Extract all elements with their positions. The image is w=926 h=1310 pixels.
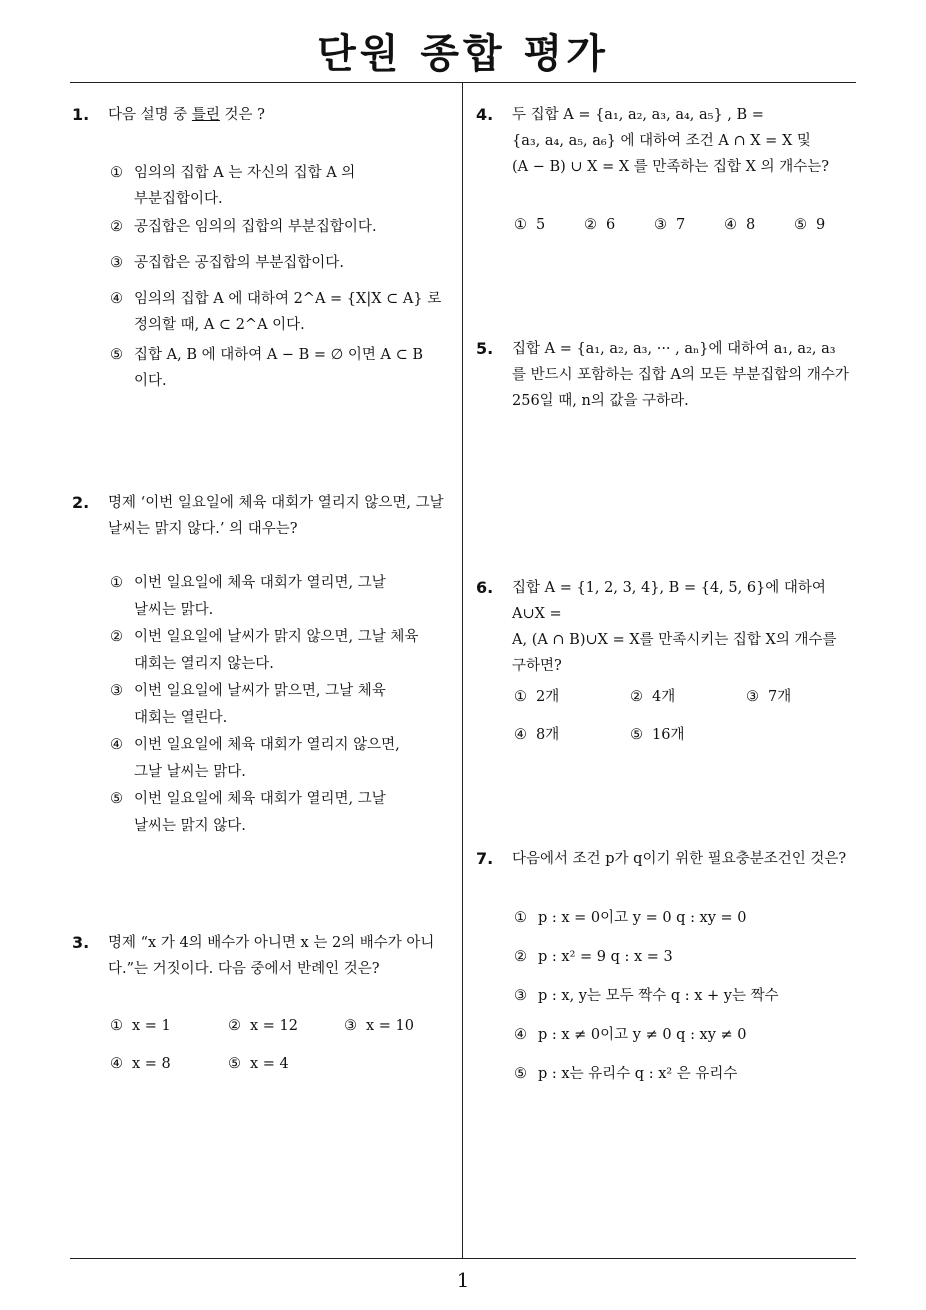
question-7	[476, 846, 860, 872]
column-divider	[462, 82, 463, 1258]
question-number: 5.	[476, 339, 494, 358]
option-2[interactable]: ② 4개	[630, 689, 676, 705]
question-number: 4.	[476, 105, 494, 124]
option-4[interactable]: ④ 8개	[514, 727, 560, 743]
question-number: 7.	[476, 849, 494, 868]
page-number: 1	[456, 1268, 470, 1292]
option-2[interactable]: ② 공집합은 임의의 집합의 부분집합이다.	[110, 219, 377, 235]
question-stem: 명제 “x 가 4의 배수가 아니면 x 는 2의 배수가 아니 다.”는 거짓이다. 다음 중에서 반례인 것은?	[108, 935, 435, 977]
option-5[interactable]: ⑤ x = 4	[228, 1056, 289, 1072]
question-1-options	[110, 160, 455, 394]
question-6-options	[514, 684, 854, 748]
option-5[interactable]: ⑤ p : x는 유리수 q : x² 은 유리수	[514, 1066, 738, 1082]
question-2-options	[110, 570, 455, 840]
option-4[interactable]: ④ 8	[724, 217, 756, 233]
question-1	[72, 102, 452, 128]
question-stem: 집합 A = {a₁, a₂, a₃, ··· , aₙ}에 대하여 a₁, a₂, a₃ 를 반드시 포함하는 집합 A의 모든 부분집합의 개수가 256일 때, n의 값을 구하라.	[512, 341, 849, 409]
question-5	[476, 336, 860, 414]
option-3[interactable]: ③ 7개	[746, 689, 792, 705]
page-title: 단원 종합 평가	[317, 31, 609, 77]
option-2[interactable]: ② 이번 일요일에 날씨가 맑지 않으면, 그날 체육 대회는 열리지 않는다.	[110, 629, 419, 672]
option-2[interactable]: ② 6	[584, 217, 616, 233]
question-number: 6.	[476, 578, 494, 597]
option-3[interactable]: ③ x = 10	[344, 1018, 414, 1034]
option-5[interactable]: ⑤ 이번 일요일에 체육 대회가 열리면, 그날 날씨는 맑지 않다.	[110, 791, 386, 834]
option-2[interactable]: ② x = 12	[228, 1018, 298, 1034]
option-1[interactable]: ① 2개	[514, 689, 560, 705]
question-stem: 두 집합 A = {a₁, a₂, a₃, a₄, a₅} , B = {a₃, a₄, a₅, a₆} 에 대하여 조건 A ∩ X = X 및 (A − B) ∪ X = X 를 만족하는 집합 X 의 개수는?	[512, 107, 830, 175]
option-3[interactable]: ③ 7	[654, 217, 686, 233]
option-4[interactable]: ④ p : x ≠ 0이고 y ≠ 0 q : xy ≠ 0	[514, 1027, 747, 1043]
option-3[interactable]: ③ 공집합은 공집합의 부분집합이다.	[110, 255, 344, 271]
top-divider	[70, 82, 856, 83]
question-stem: 집합 A = {1, 2, 3, 4}, B = {4, 5, 6}에 대하여 A∪X = A, (A ∩ B)∪X = X를 만족시키는 집합 X의 개수를 구하면?	[512, 580, 837, 674]
option-4[interactable]: ④ x = 8	[110, 1056, 171, 1072]
option-3[interactable]: ③ 이번 일요일에 날씨가 맑으면, 그날 체육 대회는 열린다.	[110, 683, 386, 726]
question-number: 2.	[72, 493, 90, 512]
question-3-options	[110, 1013, 455, 1077]
option-1[interactable]: ① 임의의 집합 A 는 자신의 집합 A 의 부분집합이다.	[110, 165, 356, 207]
question-number: 1.	[72, 105, 90, 124]
option-1[interactable]: ① p : x = 0이고 y = 0 q : xy = 0	[514, 910, 747, 926]
option-1[interactable]: ① x = 1	[110, 1018, 171, 1034]
option-4[interactable]: ④ 이번 일요일에 체육 대회가 열리지 않으면, 그날 날씨는 맑다.	[110, 737, 400, 780]
underlined-word: 틀린	[191, 107, 220, 123]
option-2[interactable]: ② p : x² = 9 q : x = 3	[514, 949, 673, 965]
option-5[interactable]: ⑤ 9	[794, 217, 826, 233]
question-3	[72, 930, 457, 982]
option-5[interactable]: ⑤ 집합 A, B 에 대하여 A − B = ∅ 이면 A ⊂ B 이다.	[110, 347, 424, 389]
bottom-divider	[70, 1258, 856, 1259]
option-4[interactable]: ④ 임의의 집합 A 에 대하여 2^A = {X|X ⊂ A} 로 정의할 때, A ⊂ 2^A 이다.	[110, 291, 442, 333]
question-4-options	[514, 212, 854, 238]
question-number: 3.	[72, 933, 90, 952]
question-6	[476, 575, 860, 679]
option-5[interactable]: ⑤ 16개	[630, 727, 685, 743]
option-1[interactable]: ① 이번 일요일에 체육 대회가 열리면, 그날 날씨는 맑다.	[110, 575, 386, 618]
option-1[interactable]: ① 5	[514, 217, 546, 233]
question-4	[476, 102, 858, 180]
question-2	[72, 490, 457, 542]
question-stem: 명제 ‘이번 일요일에 체육 대회가 열리지 않으면, 그날 날씨는 맑지 않다.’ 의 대우는?	[108, 495, 444, 537]
question-stem: 다음에서 조건 p가 q이기 위한 필요충분조건인 것은?	[512, 851, 847, 867]
question-7-options	[514, 905, 854, 1087]
option-3[interactable]: ③ p : x, y는 모두 짝수 q : x + y는 짝수	[514, 988, 779, 1004]
question-stem: 다음 설명 중 틀린 것은 ?	[108, 107, 265, 123]
